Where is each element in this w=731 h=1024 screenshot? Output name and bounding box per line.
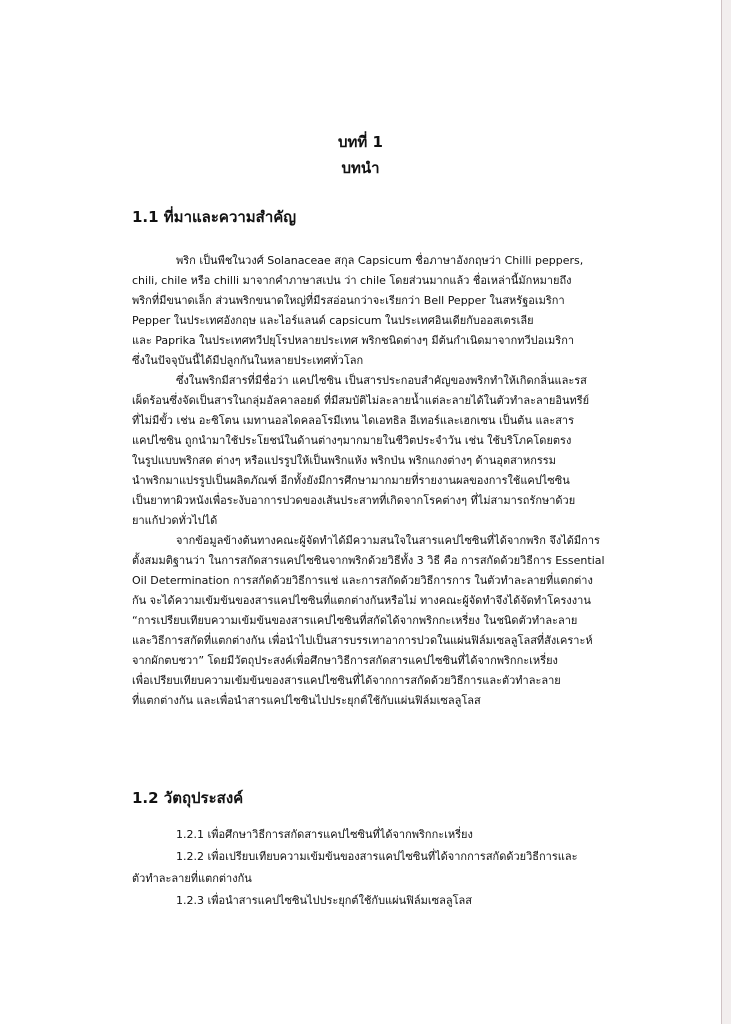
paragraph-line: ซึ่งในพริกมีสารที่มีชื่อว่า แคปไซซิน เป็นสารประกอบสำคัญของพริกทำให้เกิดกลิ่นและรส xyxy=(176,374,587,387)
objective-item: 1.2.2 เพื่อเปรียบเทียบความเข้มข้นของสารแคปไซซินที่ได้จากการสกัดด้วยวิธีการและ xyxy=(176,850,578,863)
paragraph-line: แคปไซซิน ถูกนำมาใช้ประโยชน์ในด้านต่างๆมากมายในชีวิตประจำวัน เช่น ใช้บริโภคโดยตรง xyxy=(132,434,572,447)
paragraph-line: ตั้งสมมติฐานว่า ในการสกัดสารแคปไซซินจากพริกด้วยวิธีทั้ง 3 วิธี คือ การสกัดด้วยวิธีการ Essential xyxy=(132,554,605,567)
paragraph-line: และ Paprika ในประเทศทวีปยุโรปหลายประเทศ พริกชนิดต่างๆ มีต้นกำเนิดมาจากทวีปอเมริกา xyxy=(132,334,575,347)
paragraph-line: จากผักตบชวา” โดยมีวัตถุประสงค์เพื่อศึกษาวิธีการสกัดสารแคปไซซินที่ได้จากพริกกะเหรี่ยง xyxy=(132,654,558,667)
objective-item: ตัวทำละลายที่แตกต่างกัน xyxy=(132,872,252,885)
paragraph-line: พริก เป็นพืชในวงศ์ Solanaceae สกุล Capsicum ชื่อภาษาอังกฤษว่า Chilli peppers, xyxy=(176,254,584,267)
paragraph-line: ที่ไม่มีขั้ว เช่น อะซิโตน เมทานอลไดคลอโรมีเทน ไดเอทธิล อีเทอร์และเฮกเซน เป็นต้น และสาร xyxy=(132,414,574,427)
section-heading-objectives: 1.2 วัตถุประสงค์ xyxy=(132,789,244,807)
paragraph-line: Pepper ในประเทศอังกฤษ และไอร์แลนด์ capsicum ในประเทศอินเดียกับออสเตรเลีย xyxy=(132,314,534,327)
paragraph-line: เพื่อเปรียบเทียบความเข้มข้นของสารแคปไซซินที่ได้จากการสกัดด้วยวิธีการและตัวทำละลาย xyxy=(132,674,561,687)
page-edge xyxy=(721,0,731,1024)
paragraph-line: เผ็ดร้อนซึ่งจัดเป็นสารในกลุ่มอัลคาลอยด์ ที่มีสมบัติไม่ละลายน้ำแต่ละลายได้ในตัวทำละลายอินทรีย์ xyxy=(132,394,590,407)
paragraph-line: จากข้อมูลข้างต้นทางคณะผู้จัดทำได้มีความสนใจในสารแคปไซซินที่ได้จากพริก จึงได้มีการ xyxy=(176,534,600,547)
paragraph-line: ซึ่งในปัจจุบันนี้ได้มีปลูกกันในหลายประเทศทั่วโลก xyxy=(132,354,364,367)
paragraph-line: กัน จะได้ความเข้มข้นของสารแคปไซซินที่แตกต่างกันหรือไม่ ทางคณะผู้จัดทำจึงได้จัดทำโครงงาน xyxy=(132,594,591,607)
paragraph-line: ในรูปแบบพริกสด ต่างๆ หรือแปรรูปให้เป็นพริกแห้ง พริกป่น พริกแกงต่างๆ ด้านอุตสาหกรรม xyxy=(132,454,556,467)
chapter-title: บทนำ xyxy=(341,159,380,177)
paragraph-line: และวิธีการสกัดที่แตกต่างกัน เพื่อนำไปเป็นสารบรรเทาอาการปวดในแผ่นฟิล์มเซลลูโลสที่สังเคราะห์ xyxy=(132,634,593,647)
objective-item: 1.2.3 เพื่อนำสารแคปไซซินไปประยุกต์ใช้กับแผ่นฟิล์มเซลลูโลส xyxy=(176,894,472,907)
objective-item: 1.2.1 เพื่อศึกษาวิธีการสกัดสารแคปไซซินที่ได้จากพริกกะเหรี่ยง xyxy=(176,828,473,841)
chapter-number: บทที่ 1 xyxy=(338,133,383,151)
paragraph-line: chili, chile หรือ chilli มาจากคำภาษาสเปน ว่า chile โดยส่วนมากแล้ว ชื่อเหล่านี้มักหมายถึง xyxy=(132,274,572,287)
paragraph-line: ยาแก้ปวดทั่วไปได้ xyxy=(132,514,218,527)
section-heading-background: 1.1 ที่มาและความสำคัญ xyxy=(132,208,297,226)
paragraph-line: “การเปรียบเทียบความเข้มข้นของสารแคปไซซินที่สกัดได้จากพริกกะเหรี่ยง ในชนิดตัวทำละลาย xyxy=(132,614,578,627)
paragraph-line: เป็นยาทาผิวหนังเพื่อระงับอาการปวดของเส้นประสาทที่เกิดจากโรคต่างๆ ที่ไม่สามารถรักษาด้วย xyxy=(132,494,576,507)
paragraph-line: ที่แตกต่างกัน และเพื่อนำสารแคปไซซินไปประยุกต์ใช้กับแผ่นฟิล์มเซลลูโลส xyxy=(132,694,481,707)
paragraph-line: Oil Determination การสกัดด้วยวิธีการแช่ และการสกัดด้วยวิธีการการ ในตัวทำละลายที่แตกต่าง xyxy=(132,574,593,587)
paragraph-line: นำพริกมาแปรรูปเป็นผลิตภัณฑ์ อีกทั้งยังมีการศึกษามากมายที่รายงานผลของการใช้แคปไซซิน xyxy=(132,474,570,487)
paragraph-line: พริกที่มีขนาดเล็ก ส่วนพริกขนาดใหญ่ที่มีรสอ่อนกว่าจะเรียกว่า Bell Pepper ในสหรัฐอเมริกา xyxy=(132,294,565,307)
